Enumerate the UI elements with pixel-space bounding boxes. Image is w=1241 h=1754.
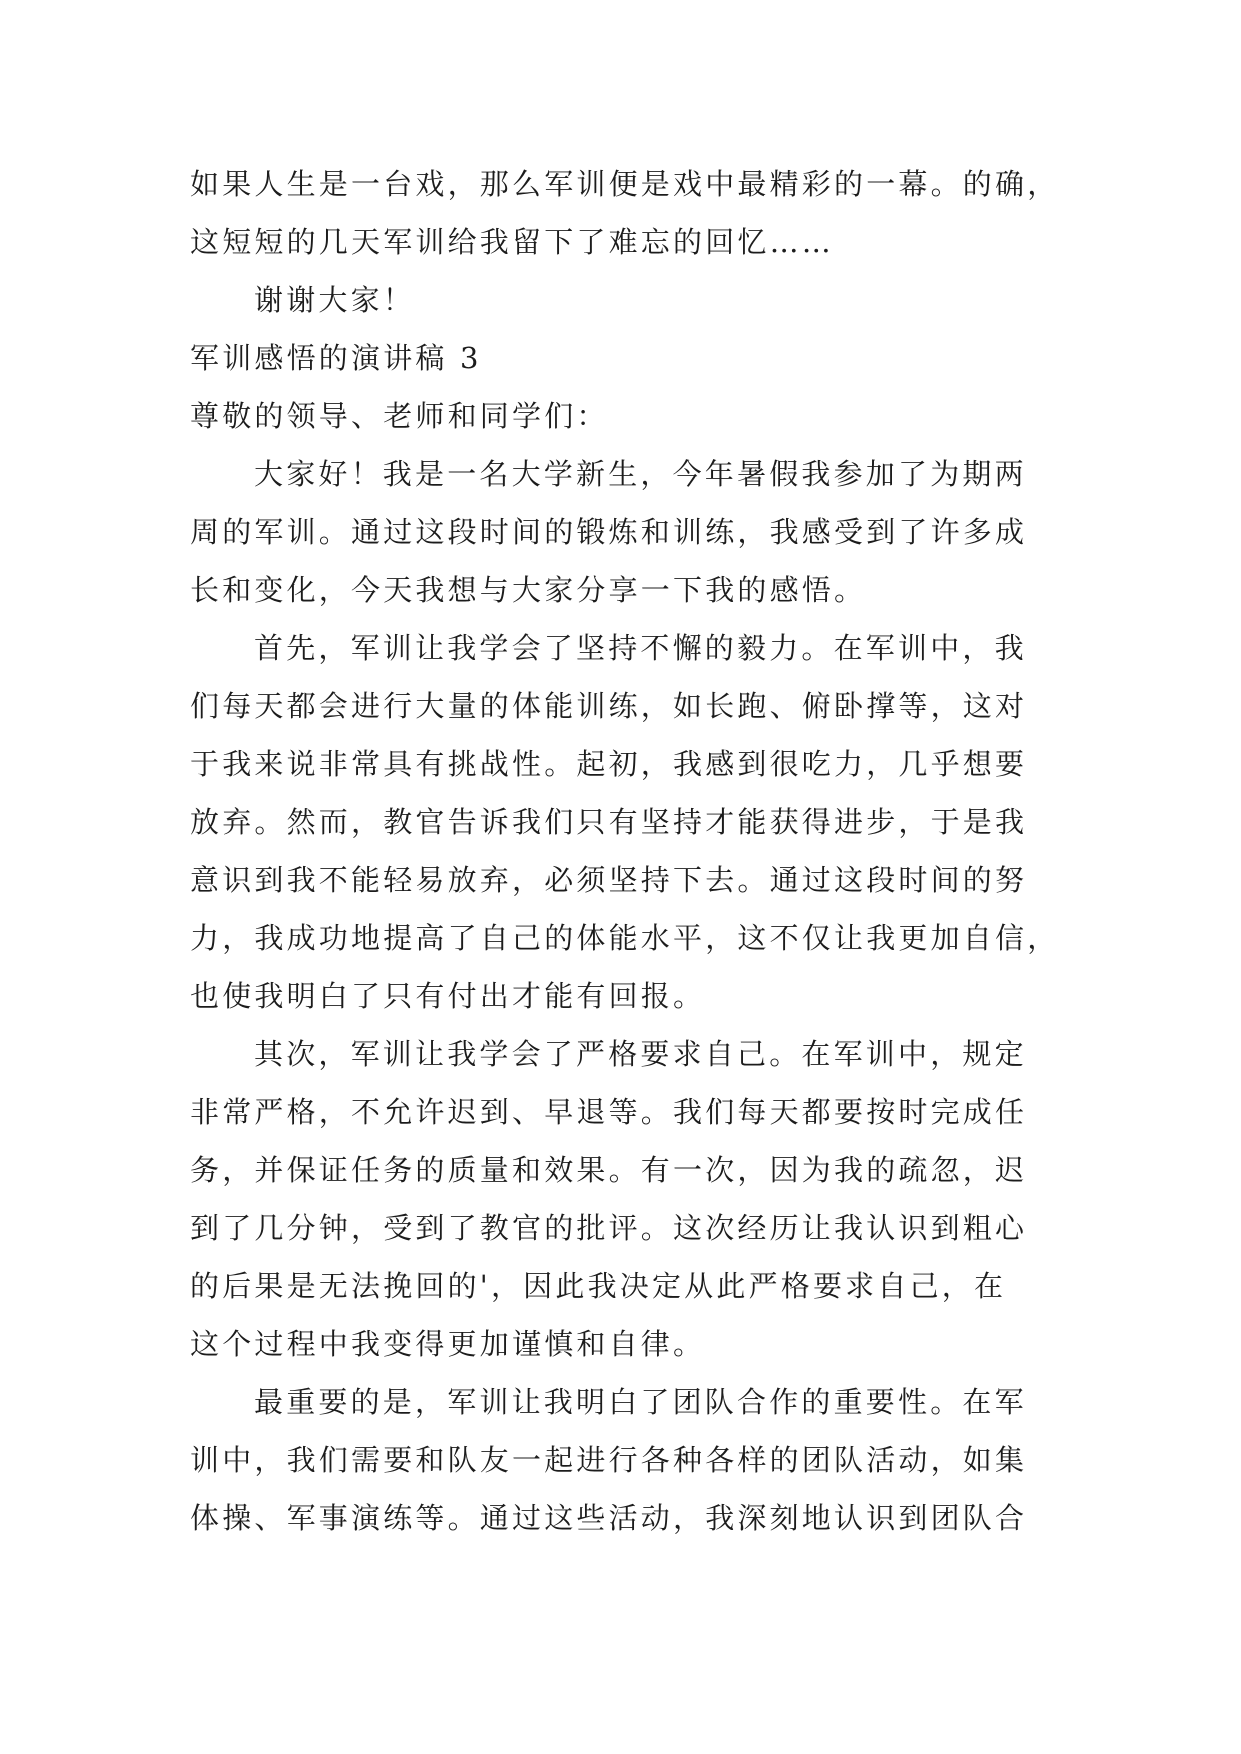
text-line: 到了几分钟，受到了教官的批评。这次经历让我认识到粗心: [190, 1211, 1028, 1245]
text-line: 谢谢大家！: [254, 283, 416, 317]
text-line: 也使我明白了只有付出才能有回报。: [190, 979, 706, 1013]
text-line: 意识到我不能轻易放弃，必须坚持下去。通过这段时间的努: [190, 863, 1028, 897]
text-line: 周的军训。通过这段时间的锻炼和训练，我感受到了许多成: [190, 515, 1028, 549]
text-line: 体操、军事演练等。通过这些活动，我深刻地认识到团队合: [190, 1501, 1028, 1535]
text-line: 务，并保证任务的质量和效果。有一次，因为我的疏忽，迟: [190, 1153, 1028, 1187]
document-body: [190, 155, 1060, 1547]
text-line: 训中，我们需要和队友一起进行各种各样的团队活动，如集: [190, 1443, 1028, 1477]
text-line: 长和变化，今天我想与大家分享一下我的感悟。: [190, 573, 867, 607]
text-line: 非常严格，不允许迟到、早退等。我们每天都要按时完成任: [190, 1095, 1028, 1129]
text-line: 于我来说非常具有挑战性。起初，我感到很吃力，几乎想要: [190, 747, 1028, 781]
text-line: 大家好！我是一名大学新生，今年暑假我参加了为期两: [254, 457, 1027, 491]
text-line: 的后果是无法挽回的'，因此我决定从此严格要求自己，在: [190, 1269, 1007, 1303]
text-line: 其次，军训让我学会了严格要求自己。在军训中，规定: [254, 1037, 1027, 1071]
text-line: 这个过程中我变得更加谨慎和自律。: [190, 1327, 706, 1361]
text-line: 如果人生是一台戏，那么军训便是戏中最精彩的一幕。的确，: [190, 167, 1060, 201]
text-line: 放弃。然而，教官告诉我们只有坚持才能获得进步，于是我: [190, 805, 1028, 839]
text-line: 首先，军训让我学会了坚持不懈的毅力。在军训中，我: [254, 631, 1027, 665]
text-line: 们每天都会进行大量的体能训练，如长跑、俯卧撑等，这对: [190, 689, 1028, 723]
text-line: 尊敬的领导、老师和同学们：: [190, 399, 609, 433]
text-line: 军训感悟的演讲稿 3: [190, 341, 482, 375]
text-line: 这短短的几天军训给我留下了难忘的回忆……: [190, 225, 835, 259]
text-line: 最重要的是，军训让我明白了团队合作的重要性。在军: [254, 1385, 1027, 1419]
text-line: 力，我成功地提高了自己的体能水平，这不仅让我更加自信，: [190, 921, 1060, 955]
